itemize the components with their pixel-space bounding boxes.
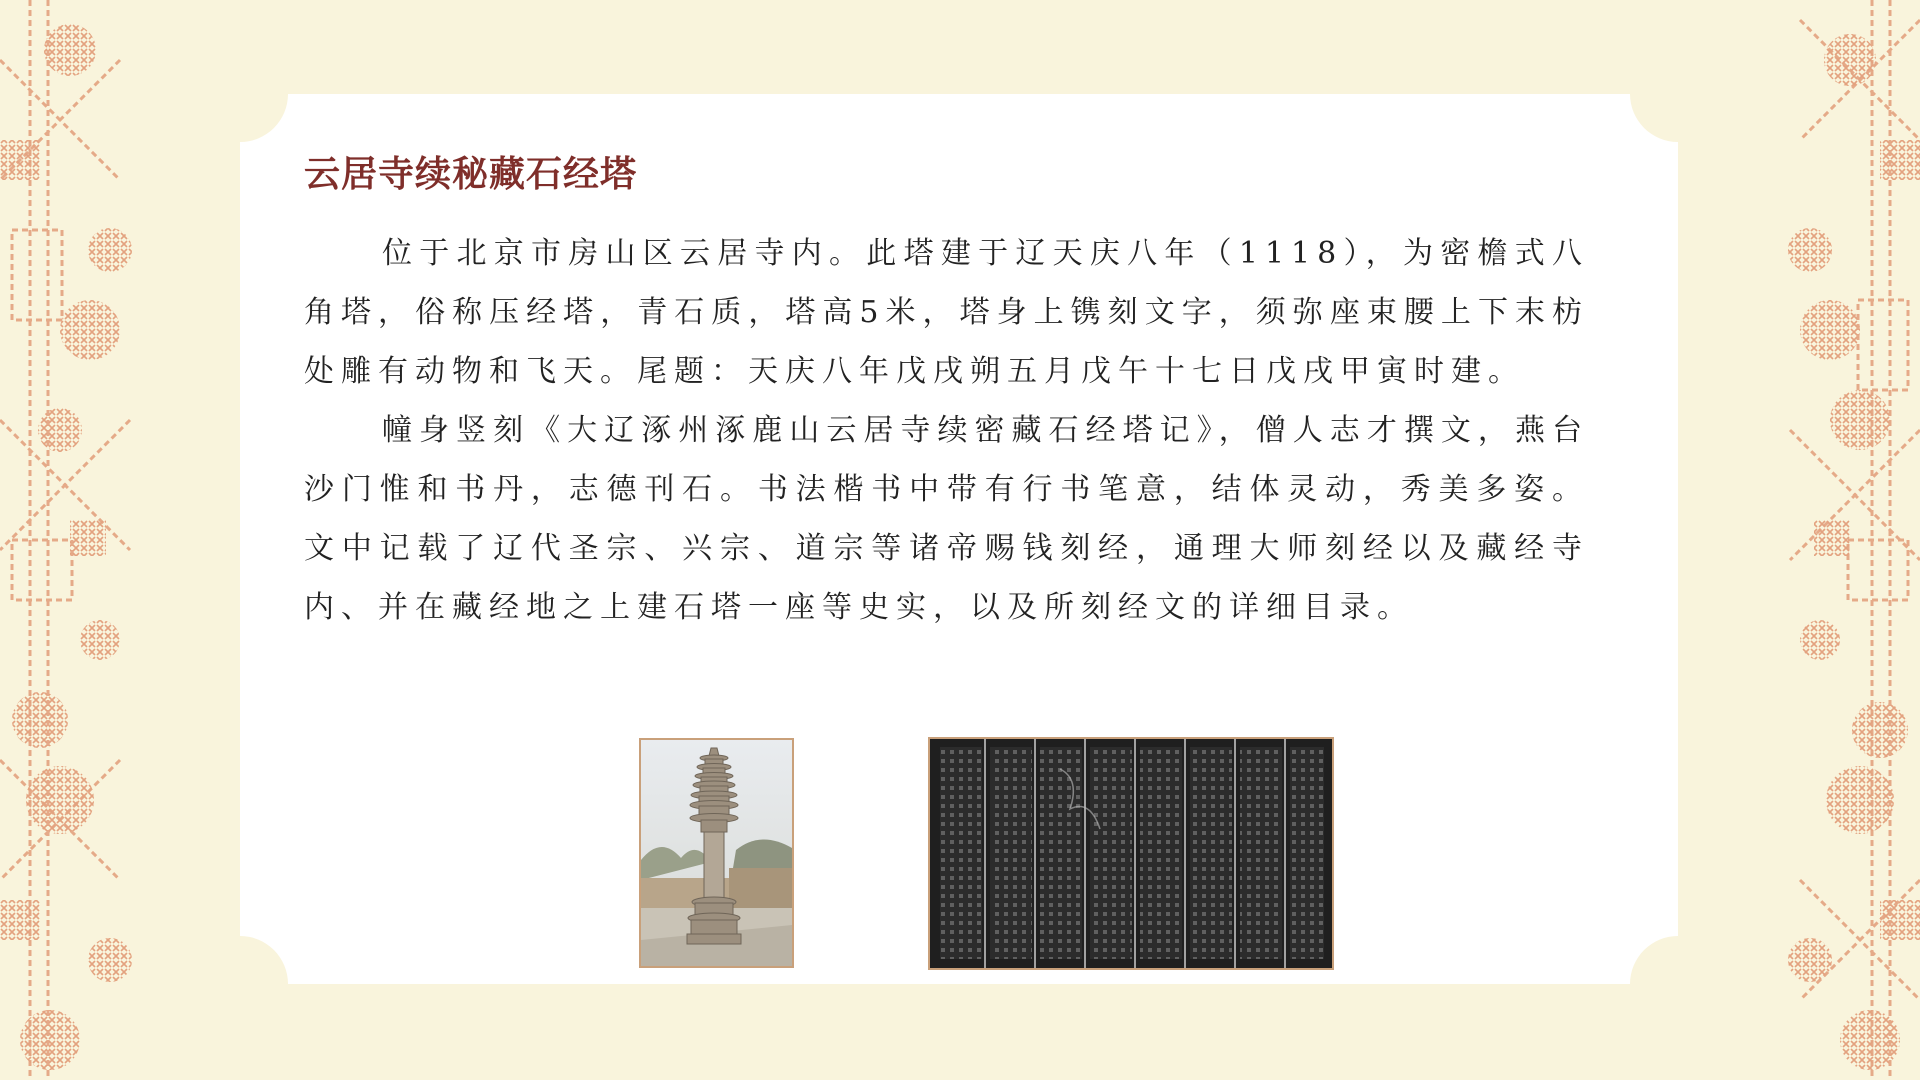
paragraph-location: 位于北京市房山区云居寺内。此塔建于辽天庆八年（1118），为密檐式八角塔，俗称压经塔，青石质，塔高5米，塔身上镌刻文字，须弥座束腰上下末枋处雕有动物和飞天。尾题：天庆八年戊戌朔五月戊午十七日戊戌甲寅时建。 [304,236,1589,389]
left-cross-stitch-border [0,0,150,1080]
stele-rubbing-photo [928,737,1334,970]
pagoda-photo [639,738,794,968]
right-cross-stitch-border [1770,0,1920,1080]
page-title: 云居寺续秘藏石经塔 [304,153,638,195]
content-card [240,94,1678,984]
pagoda-illustration [641,740,792,966]
stele-rubbing-illustration [930,739,1332,968]
paragraph-inscription: 幢身竖刻《大辽涿州涿鹿山云居寺续密藏石经塔记》，僧人志才撰文，燕台沙门惟和书丹，志德刊石。书法楷书中带有行书笔意，结体灵动，秀美多姿。文中记载了辽代圣宗、兴宗、道宗等诸帝赐钱刻经，通理大师刻经以及藏经寺内、并在藏经地之上建石塔一座等史实，以及所刻经文的详细目录。 [304,413,1589,625]
article-body [304,224,1589,637]
